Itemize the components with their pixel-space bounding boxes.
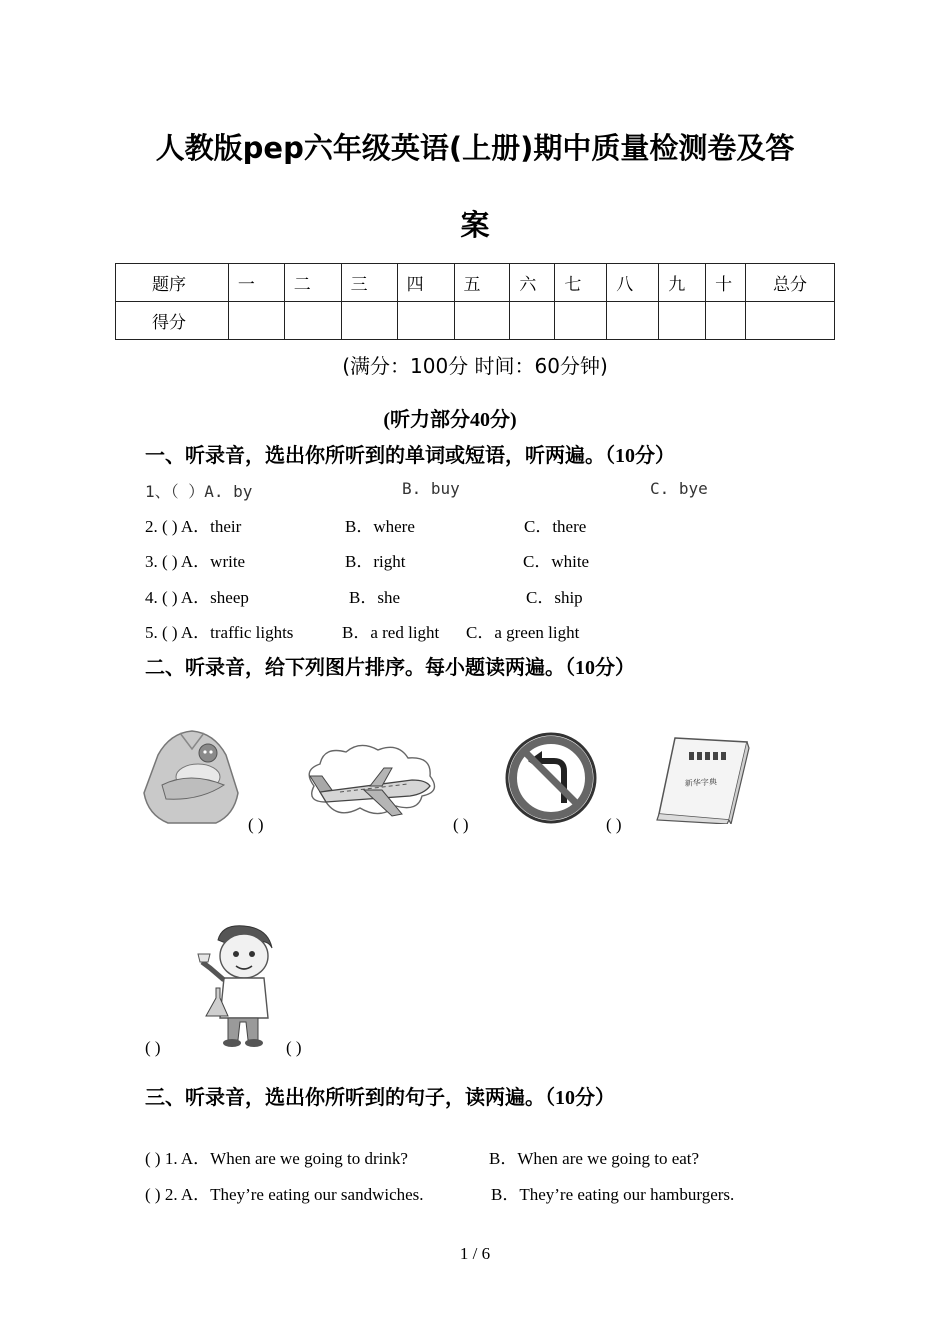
- q2-option-a: 2. ( ) A．their: [145, 517, 242, 536]
- score-table-header-cell: 总分: [746, 264, 835, 302]
- score-table-header-cell: 四: [397, 264, 454, 302]
- score-table: [115, 263, 835, 340]
- score-cell[interactable]: [284, 302, 341, 340]
- q5-option-b: B．a red light: [342, 623, 440, 642]
- section-1-heading: 一、听录音，选出你所听到的单词或短语，听两遍。（10分）: [145, 445, 675, 467]
- score-cell[interactable]: [607, 302, 659, 340]
- score-table-header-cell: 九: [659, 264, 706, 302]
- score-table-header-cell: 题序: [116, 264, 229, 302]
- s3-q1-option-a: ( ) 1. A．When are we going to drink?: [145, 1149, 408, 1168]
- q3-option-b: B．right: [345, 552, 406, 571]
- listening-part-label: (听力部分40分): [383, 409, 517, 431]
- score-table-header-cell: 二: [284, 264, 341, 302]
- boy-with-flask-image: [188, 922, 280, 1048]
- q1-option-a: 1、（ ）A. by: [145, 482, 253, 501]
- q5-option-c: C．a green light: [466, 623, 580, 642]
- score-table-header-cell: 一: [228, 264, 284, 302]
- airplane-image: [300, 740, 443, 825]
- full-marks-time: (满分：100分 时间：60分钟): [342, 354, 608, 378]
- score-table-header-cell: 七: [555, 264, 607, 302]
- picture-5-answer-blank[interactable]: ( ): [286, 1038, 302, 1057]
- score-table-row-label: 得分: [116, 302, 229, 340]
- section-2-heading: 二、听录音，给下列图片排序。每小题读两遍。（10分）: [145, 657, 635, 679]
- picture-3-answer-blank[interactable]: ( ): [606, 815, 622, 834]
- q5-option-a: 5. ( ) A．traffic lights: [145, 623, 294, 642]
- s3-q2-option-b: B．They’re eating our hamburgers.: [491, 1185, 735, 1204]
- score-table-header-cell: 五: [454, 264, 510, 302]
- score-table-score-row: [116, 302, 835, 340]
- score-cell[interactable]: [454, 302, 510, 340]
- page-title-line-1: 人教版pep六年级英语(上册)期中质量检测卷及答: [155, 131, 795, 165]
- page-title-line-2: 案: [460, 208, 490, 242]
- dictionary-book-image: [655, 734, 751, 824]
- page-number: 1 / 6: [459, 1244, 491, 1263]
- q4-option-c: C．ship: [526, 588, 583, 607]
- score-cell[interactable]: [228, 302, 284, 340]
- no-left-turn-sign-image: [504, 731, 598, 825]
- score-table-header-cell: 八: [607, 264, 659, 302]
- q4-option-a: 4. ( ) A．sheep: [145, 588, 249, 607]
- q3-option-a: 3. ( ) A．write: [145, 552, 246, 571]
- score-cell[interactable]: [659, 302, 706, 340]
- q1-option-c: C. bye: [650, 479, 708, 498]
- dictionary-book-label: 新华字典: [684, 777, 718, 788]
- s3-q2-option-a: ( ) 2. A．They’re eating our sandwiches.: [145, 1185, 424, 1204]
- q2-option-c: C．there: [524, 517, 587, 536]
- q4-option-b: B．she: [349, 588, 400, 607]
- score-cell[interactable]: [746, 302, 835, 340]
- q2-option-b: B．where: [345, 517, 415, 536]
- q3-option-c: C．white: [523, 552, 590, 571]
- person-holding-cat-image: [140, 727, 242, 827]
- score-table-header-cell: 六: [510, 264, 555, 302]
- score-cell[interactable]: [706, 302, 746, 340]
- q1-option-b: B. buy: [402, 479, 460, 498]
- score-cell[interactable]: [341, 302, 397, 340]
- picture-2-answer-blank[interactable]: ( ): [453, 815, 469, 834]
- score-cell[interactable]: [397, 302, 454, 340]
- score-table-header-row: [116, 264, 835, 302]
- picture-1-answer-blank[interactable]: ( ): [248, 815, 264, 834]
- score-cell[interactable]: [510, 302, 555, 340]
- s3-q1-option-b: B．When are we going to eat?: [489, 1149, 700, 1168]
- score-cell[interactable]: [555, 302, 607, 340]
- score-table-header-cell: 三: [341, 264, 397, 302]
- section-3-heading: 三、听录音，选出你所听到的句子，读两遍。（10分）: [145, 1087, 615, 1109]
- picture-4-answer-blank[interactable]: ( ): [145, 1038, 161, 1057]
- score-table-header-cell: 十: [706, 264, 746, 302]
